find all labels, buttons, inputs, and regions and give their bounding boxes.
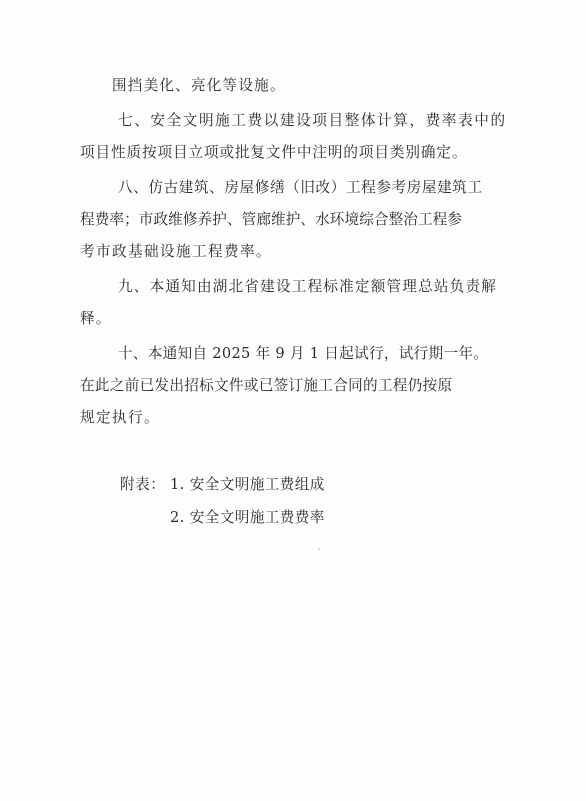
paragraph-9-line-1: 九、本通知由湖北省建设工程标准定额管理总站负责解: [118, 278, 498, 295]
paragraph-7-line-1: 七、安全文明施工费以建设项目整体计算，费率表中的: [118, 112, 507, 129]
attachment-item-2: 2. 安全文明施工费费率: [170, 509, 325, 526]
paragraph-10-line-2: 在此之前已发出招标文件或已签订施工合同的工程仍按原: [80, 377, 453, 394]
paragraph-10-line-3: 规定执行。: [80, 409, 160, 426]
paragraph-8-line-2: 程费率；市政维修养护、管廊维护、水环境综合整治工程参: [80, 211, 463, 228]
attachment-item-1: 1. 安全文明施工费组成: [170, 476, 325, 493]
attachments-label: 附表：: [120, 476, 166, 493]
paragraph-10-line-1: 十、本通知自 2025 年 9 月 1 日起试行，试行期一年。: [118, 345, 489, 362]
paragraph-6-line-2: 围挡美化、亮化等设施。: [112, 77, 286, 94]
paragraph-9-line-2: 释。: [80, 310, 112, 327]
paragraph-8-line-1: 八、仿古建筑、房屋修缮（旧改）工程参考房屋建筑工: [118, 179, 483, 196]
paragraph-7-line-2: 项目性质按项目立项或批复文件中注明的项目类别确定。: [80, 144, 468, 161]
paragraph-8-line-3: 考市政基础设施工程费率。: [80, 243, 272, 260]
scan-speck: [318, 548, 320, 550]
